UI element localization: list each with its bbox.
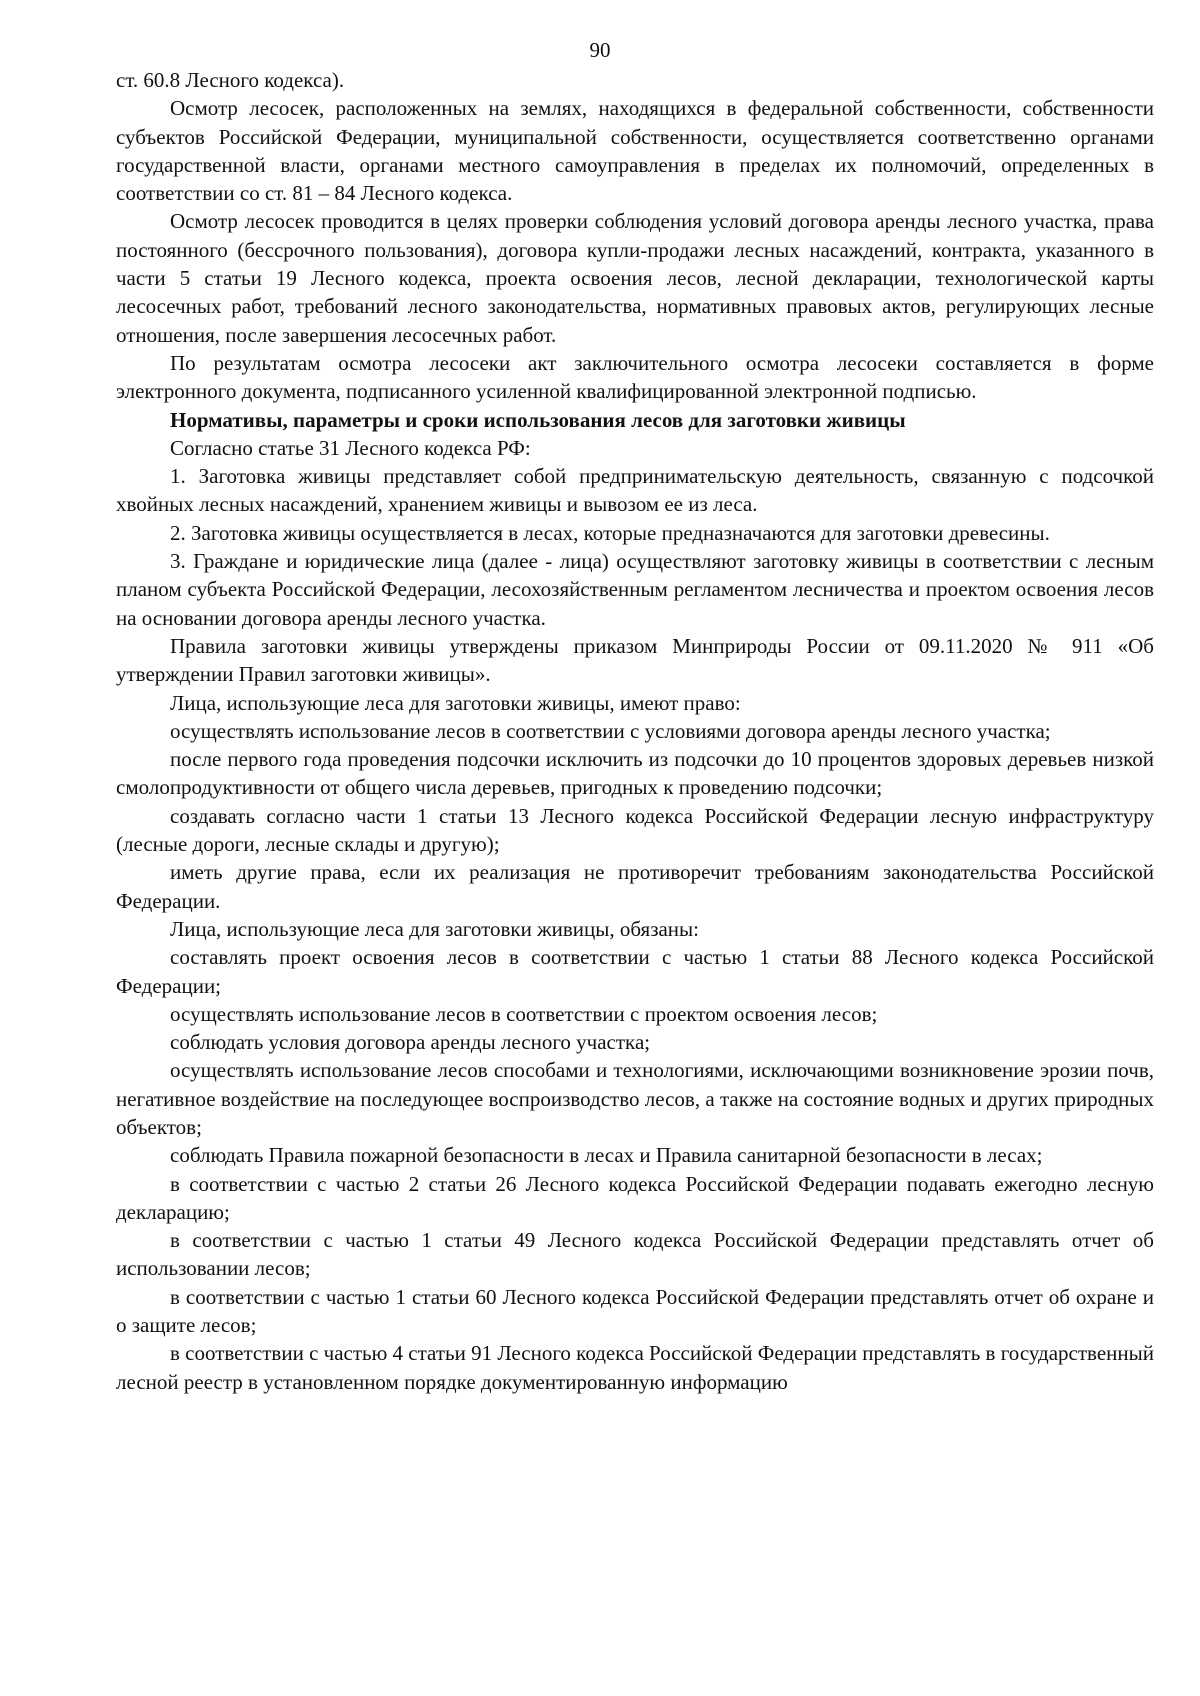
paragraph: Правила заготовки живицы утверждены приказом Минприроды России от 09.11.2020 № 911 «Об утверждении Правил заготовки живицы».	[116, 633, 1154, 687]
paragraph: Осмотр лесосек, расположенных на землях, находящихся в федеральной собственности, собственности субъектов Российской Федерации, муниципальной собственности, осуществляется соответственно органами государственной власти, органами местного самоуправления в пределах их полномочий, определенных в соответствии со ст. 81 – 84 Лесного кодекса.	[116, 96, 1154, 206]
paragraph: Лица, использующие леса для заготовки живицы, имеют право:	[170, 690, 741, 715]
paragraph: ст. 60.8 Лесного кодекса).	[116, 68, 345, 92]
paragraph: 3. Граждане и юридические лица (далее - лица) осуществляют заготовку живицы в соответствии с лесным планом субъекта Российской Федерации, лесохозяйственным регламентом лесничества и проектом освоения лесов на основании договора аренды лесного участка.	[116, 549, 1154, 630]
paragraph: По результатам осмотра лесосеки акт заключительного осмотра лесосеки составляется в форме электронного документа, подписанного усиленной квалифицированной электронной подписью.	[116, 350, 1154, 404]
paragraph: осуществлять использование лесов способами и технологиями, исключающими возникновение эрозии почв, негативное воздействие на последующее воспроизводство лесов, а также на состояние водных и других природных объектов;	[116, 1058, 1154, 1139]
page-content	[116, 66, 1154, 1396]
paragraph: Осмотр лесосек проводится в целях проверки соблюдения условий договора аренды лесного участка, права постоянного (бессрочного пользования), договора купли-продажи лесных насаждений, контракта, указанного в части 5 статьи 19 Лесного кодекса, проекта освоения лесов, лесной декларации, технологической карты лесосечных работ, требований лесного законодательства, нормативных правовых актов, регулирующих лесные отношения, после завершения лесосечных работ.	[116, 209, 1154, 347]
paragraph: в соответствии с частью 1 статьи 60 Лесного кодекса Российской Федерации представлять отчет об охране и о защите лесов;	[116, 1284, 1154, 1338]
page-number: 90	[589, 38, 611, 62]
paragraph: Лица, использующие леса для заготовки живицы, обязаны:	[170, 916, 699, 941]
paragraph: 1. Заготовка живицы представляет собой предпринимательскую деятельность, связанную с подсочкой хвойных лесных насаждений, хранением живицы и вывозом ее из леса.	[116, 464, 1154, 517]
paragraph: после первого года проведения подсочки исключить из подсочки до 10 процентов здоровых деревьев низкой смолопродуктивности от общего числа деревьев, пригодных к проведению подсочки;	[116, 747, 1154, 800]
paragraph: соблюдать Правила пожарной безопасности в лесах и Правила санитарной безопасности в лесах;	[170, 1143, 1043, 1168]
section-title: Нормативы, параметры и сроки использования лесов для заготовки живицы	[170, 407, 906, 432]
paragraph: осуществлять использование лесов в соответствии с проектом освоения лесов;	[170, 1001, 878, 1026]
paragraph: составлять проект освоения лесов в соответствии с частью 1 статьи 88 Лесного кодекса Российской Федерации;	[116, 945, 1154, 998]
paragraph: соблюдать условия договора аренды лесного участка;	[170, 1030, 651, 1055]
paragraph: осуществлять использование лесов в соответствии с условиями договора аренды лесного участка;	[170, 718, 1051, 743]
paragraph: Согласно статье 31 Лесного кодекса РФ:	[170, 435, 531, 460]
paragraph: 2. Заготовка живицы осуществляется в лесах, которые предназначаются для заготовки древесины.	[170, 520, 1050, 545]
paragraph: в соответствии с частью 4 статьи 91 Лесного кодекса Российской Федерации представлять в государственный лесной реестр в установленном порядке документированную информацию	[116, 1341, 1154, 1394]
paragraph: иметь другие права, если их реализация не противоречит требованиям законодательства Российской Федерации.	[116, 860, 1154, 913]
paragraph: создавать согласно части 1 статьи 13 Лесного кодекса Российской Федерации лесную инфраструктуру (лесные дороги, лесные склады и другую);	[116, 803, 1154, 857]
paragraph: в соответствии с частью 2 статьи 26 Лесного кодекса Российской Федерации подавать ежегодно лесную декларацию;	[116, 1171, 1154, 1224]
paragraph: в соответствии с частью 1 статьи 49 Лесного кодекса Российской Федерации представлять отчет об использовании лесов;	[116, 1228, 1154, 1281]
